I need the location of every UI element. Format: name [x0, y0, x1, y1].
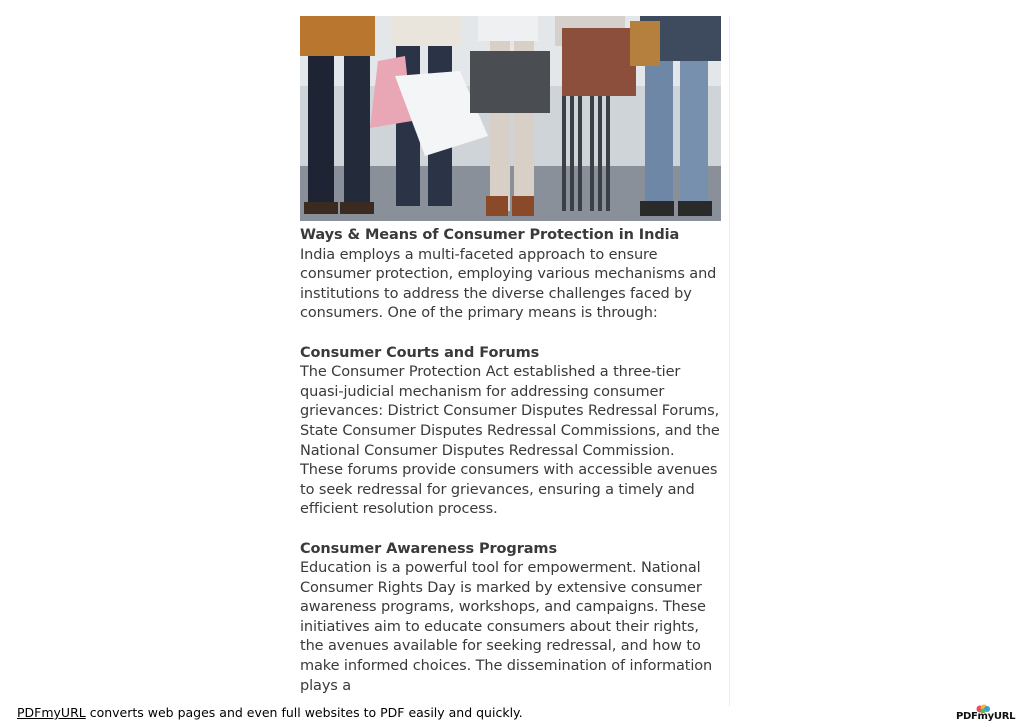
section-heading-ways-means: Ways & Means of Consumer Protection in India [300, 227, 680, 243]
article-content [300, 226, 721, 696]
section-body-ways-means: India employs a multi-faceted approach to ensure consumer protection, employing various mechanisms and institutions to address the diverse challenges faced by consumers. One of the primary means is through: [300, 246, 717, 322]
logo-text: PDFmyURL [956, 711, 1016, 722]
section-heading-awareness-programs: Consumer Awareness Programs [300, 540, 557, 557]
paragraph-gap [300, 324, 721, 344]
column-divider [729, 16, 730, 706]
pdfmyurl-link[interactable]: PDFmyURL [17, 705, 86, 720]
section-body-consumer-courts: The Consumer Protection Act established a three-tier quasi-judicial mechanism for addressing consumer grievances: District Consumer Disputes Redressal Forums, State Consumer Disputes Redressal Commissions, and the National Consumer Disputes Redressal Commission. These forums provide consumers with accessible avenues to seek redressal for grievances, ensuring a timely and efficient resolution process. [300, 364, 720, 518]
section-body-awareness-programs: Education is a powerful tool for empowerment. National Consumer Rights Day is marked by extensive consumer awareness programs, workshops, and campaigns. These initiatives aim to educate consumers about their rights, the avenues available for seeking redressal, and how to make informed choices. The dissemination of information plays a [300, 560, 713, 694]
shoppers-illustration [300, 16, 721, 221]
hero-image [300, 16, 721, 221]
pdfmyurl-logo[interactable] [956, 704, 1016, 722]
footer-banner [17, 705, 523, 720]
paragraph-gap [300, 520, 721, 540]
footer-text: converts web pages and even full websites to PDF easily and quickly. [85, 705, 523, 720]
section-heading-consumer-courts: Consumer Courts and Forums [300, 344, 540, 361]
article [300, 16, 721, 696]
